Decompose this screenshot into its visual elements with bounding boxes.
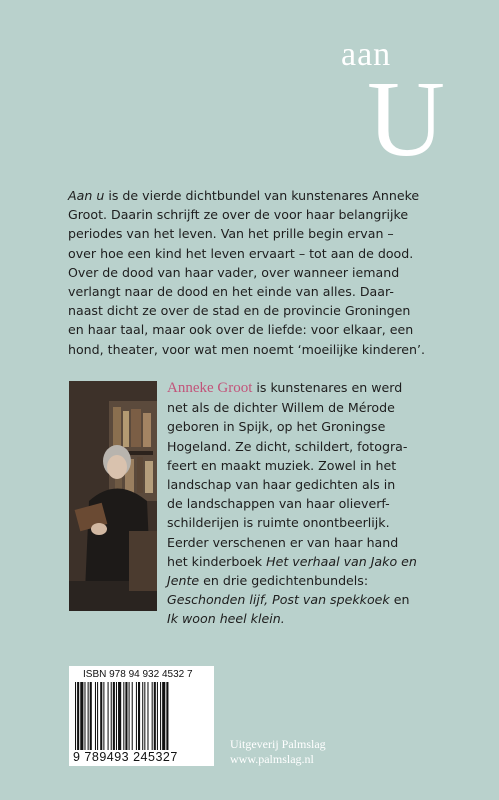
barcode-bar [80,682,83,750]
barcode-bar [75,682,76,750]
bio-line: net als de dichter Willem de Mérode [167,400,395,416]
blurb-line: Groot. Daarin schrijft ze over de voor haar belangrijke [68,207,409,223]
bio-line: Ik woon heel klein. [167,611,285,627]
blurb-line: over hoe een kind het leven ervaart – tot aan de dood. [68,245,414,261]
bio-line: Hogeland. Ze dicht, schildert, fotogra- [167,438,408,454]
bio-line: Eerder verschenen er van haar hand [167,534,399,550]
barcode-bar [157,682,158,750]
blurb-line: naast dicht ze over de stad en de provincie Groningen [68,303,411,319]
barcode-bar [118,682,121,750]
bio-line: landschap van haar gedichten als in [167,477,396,493]
isbn-text: ISBN 978 94 932 4532 7 [83,669,193,680]
publisher-url[interactable]: www.palmslag.nl [230,752,314,766]
barcode-bar [113,682,115,750]
barcode-bar [116,682,117,750]
author-photo-illustration [69,381,157,611]
barcode-bar [166,682,168,750]
barcode-icon [73,682,210,750]
blurb-line: Aan u is de vierde dichtbundel van kunstenares Anneke [68,188,420,203]
author-name: Anneke Groot [167,380,253,396]
barcode-bar [129,682,130,750]
bio-line: schilderijen is ruimte onontbeerlijk. [167,515,390,531]
barcode-bar [132,682,133,750]
blurb-line: hond, theater, voor wat men noemt ‘moeilijke kinderen’. [68,341,426,357]
barcode-bar [138,682,140,750]
barcode-bar [88,682,89,750]
barcode-bar [90,682,92,750]
bio-line: feert en maakt muziek. Zowel in het [167,457,397,473]
barcode-bar [97,682,98,750]
barcode-bar [160,682,161,750]
barcode-bar [125,682,127,750]
barcode-bar [108,682,109,750]
bio-line: de landschappen van haar olieverf- [167,496,390,512]
bio-line: het kinderboek Het verhaal van Jako en [167,553,417,569]
barcode-bar [152,682,153,750]
barcode-bar [95,682,96,750]
barcode-bar [77,682,79,750]
barcode-bar [144,682,145,750]
bio-line: Anneke Groot is kunstenares en werd [167,380,403,396]
bio-line: geboren in Spijk, op het Groningse [167,419,386,435]
barcode-bar [123,682,124,750]
barcode-digits: 9 789493 245327 [73,750,178,764]
bio-line: Geschonden lijf, Post van spekkoek en [167,592,410,608]
publisher-info [230,737,326,767]
blurb-text [68,186,440,359]
title-aan: aan [341,36,392,73]
bio-line: Jente en drie gedichtenbundels: [167,573,369,589]
barcode-box [69,666,214,766]
blurb-line: verlangt naar de dood en het einde van alles. Daar- [68,284,394,300]
barcode-bar [136,682,137,750]
barcode-bar [162,682,165,750]
barcode-bar [147,682,148,750]
barcode-bar [100,682,102,750]
blurb-line: Over de dood van haar vader, over wanneer iemand [68,264,400,280]
barcode-bar [84,682,85,750]
title-u: U [367,60,445,179]
barcode-bar [154,682,156,750]
blurb-line: en haar taal, maar ook over de liefde: voor elkaar, een [68,322,414,338]
publisher-name: Uitgeverij Palmslag [230,737,326,751]
barcode-bar [103,682,104,750]
author-bio [167,378,442,629]
blurb-line: periodes van het leven. Van het prille begin ervan – [68,226,394,242]
author-photo [69,381,157,611]
barcode-bar [111,682,112,750]
barcode-bar [142,682,143,750]
